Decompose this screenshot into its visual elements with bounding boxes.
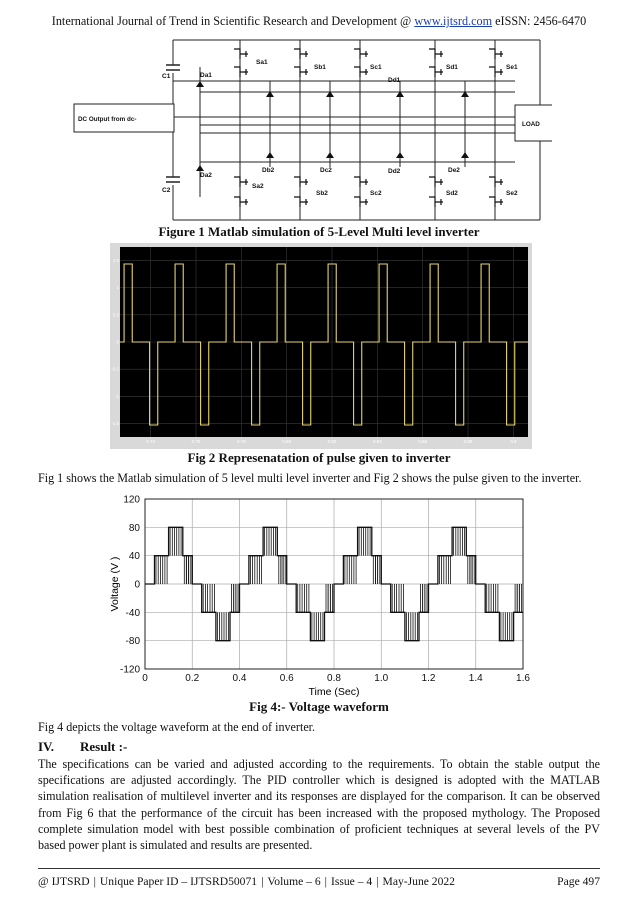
section-number: IV. [38, 739, 55, 754]
scope-x-tick: 0.86 [418, 439, 428, 444]
x-tick-label: 0 [142, 673, 148, 684]
x-tick-label: 0.4 [232, 673, 247, 684]
label-se2: Se2 [506, 190, 518, 197]
y-tick-label: 80 [128, 522, 140, 534]
figure2-caption: Fig 2 Represenatation of pulse given to inverter [187, 450, 451, 465]
label-sb1: Sb1 [314, 64, 326, 71]
y-tick-label: 40 [128, 551, 140, 563]
figure1-circuit [70, 37, 552, 223]
y-tick-label: 0 [134, 579, 140, 591]
paragraph-fig4: Fig 4 depicts the voltage waveform at the end of inverter. [38, 720, 316, 734]
figure4-voltage-chart [105, 491, 530, 698]
x-tick-label: 0.8 [327, 673, 341, 684]
footer-date: May-June 2022 [382, 875, 455, 888]
scope-y-tick: 1.5 [112, 258, 119, 264]
footer-journal: @ IJTSRD [38, 875, 90, 888]
label-db2: Db2 [262, 167, 275, 174]
issn: eISSN: 2456-6470 [492, 14, 587, 28]
label-sa1: Sa1 [256, 59, 268, 66]
dc-source-label: DC Output from dc- [78, 116, 137, 123]
page-footer: @ IJTSRD | Unique Paper ID – IJTSRD50071 | Volume – 6 | Issue – 4 | May-June 2022 Page 497 [38, 868, 600, 888]
y-tick-label: -80 [125, 636, 140, 648]
page-header [0, 14, 638, 29]
label-sd1: Sd1 [446, 64, 458, 71]
y-tick-label: 120 [123, 494, 140, 506]
x-tick-label: 1.4 [468, 673, 483, 684]
label-sd2: Sd2 [446, 190, 458, 197]
label-c1: C1 [162, 73, 171, 80]
scope-y-tick: 0.5 [112, 312, 119, 318]
scope-x-tick: 0.74 [146, 439, 156, 444]
label-se1: Se1 [506, 64, 518, 71]
y-tick-label: -120 [119, 664, 140, 676]
section-heading [38, 739, 127, 755]
label-sb2: Sb2 [316, 190, 328, 197]
section-title: Result :- [80, 739, 128, 754]
scope-y-tick: -0.5 [111, 366, 119, 372]
scope-y-tick: 1 [116, 285, 119, 291]
label-de2: De2 [448, 167, 460, 174]
label-sa2: Sa2 [252, 183, 264, 190]
x-tick-label: 1.0 [374, 673, 389, 684]
label-dd1: Dd1 [388, 77, 401, 84]
figure4-caption: Fig 4:- Voltage waveform [249, 699, 389, 714]
load-label: LOAD [522, 121, 540, 128]
label-da1: Da1 [200, 72, 212, 79]
scope-x-tick: 0.76 [191, 439, 201, 444]
scope-y-tick: -1 [114, 393, 119, 399]
journal-url[interactable]: www.ijtsrd.com [414, 14, 493, 28]
scope-x-tick: 0.88 [463, 439, 473, 444]
scope-x-tick: 0.82 [327, 439, 337, 444]
y-tick-label: -40 [125, 607, 140, 619]
label-c2: C2 [162, 187, 171, 194]
footer-volume: Volume – 6 [267, 875, 321, 888]
x-axis-label: Time (Sec) [308, 686, 360, 698]
x-tick-label: 1.2 [421, 673, 436, 684]
footer-issue: Issue – 4 [330, 875, 373, 888]
figure1-caption: Figure 1 Matlab simulation of 5-Level Multi level inverter [158, 224, 480, 239]
label-sc1: Sc1 [370, 64, 382, 71]
label-sc2: Sc2 [370, 190, 382, 197]
scope-x-tick: 0.78 [236, 439, 246, 444]
scope-x-tick: 0.84 [372, 439, 382, 444]
scope-x-tick: 0.80 [282, 439, 292, 444]
x-tick-label: 0.2 [185, 673, 200, 684]
label-dc2: Dc2 [320, 167, 332, 174]
paragraph-fig-description: Fig 1 shows the Matlab simulation of 5 level multi level inverter and Fig 2 shows the pulse given to the inverter. [38, 471, 582, 485]
label-dd2: Dd2 [388, 168, 401, 175]
paragraph-results: The specifications can be varied and adjusted according to the requirements. To obtain the stable output the specifications are adjusted accordingly. The PID controller which is designed is adopted with the MATLAB simulation realisation of multilevel inverter and its responses are displayed for the comparison. It can be observed from Fig 6 that the performance of the circuit has been increased with the proposed mythology. The Proposed complete simulation model with best possible combination of proficient techniques at several levels of the PV based power plant is simulated and results are presented. [38, 757, 600, 853]
x-tick-label: 0.6 [279, 673, 294, 684]
x-tick-label: 1.6 [516, 673, 530, 684]
y-axis-label: Voltage (V ) [109, 556, 121, 612]
label-da2: Da2 [200, 172, 212, 179]
figure2-scope [110, 243, 532, 449]
footer-paper-id: Unique Paper ID – IJTSRD50071 [99, 875, 258, 888]
scope-x-tick: 0.9 [510, 439, 517, 444]
footer-page: Page 497 [557, 875, 600, 888]
journal-name: International Journal of Trend in Scientific Research and Development @ [51, 14, 415, 28]
scope-y-tick: 0 [116, 339, 119, 345]
scope-y-tick: -1.5 [111, 420, 119, 426]
